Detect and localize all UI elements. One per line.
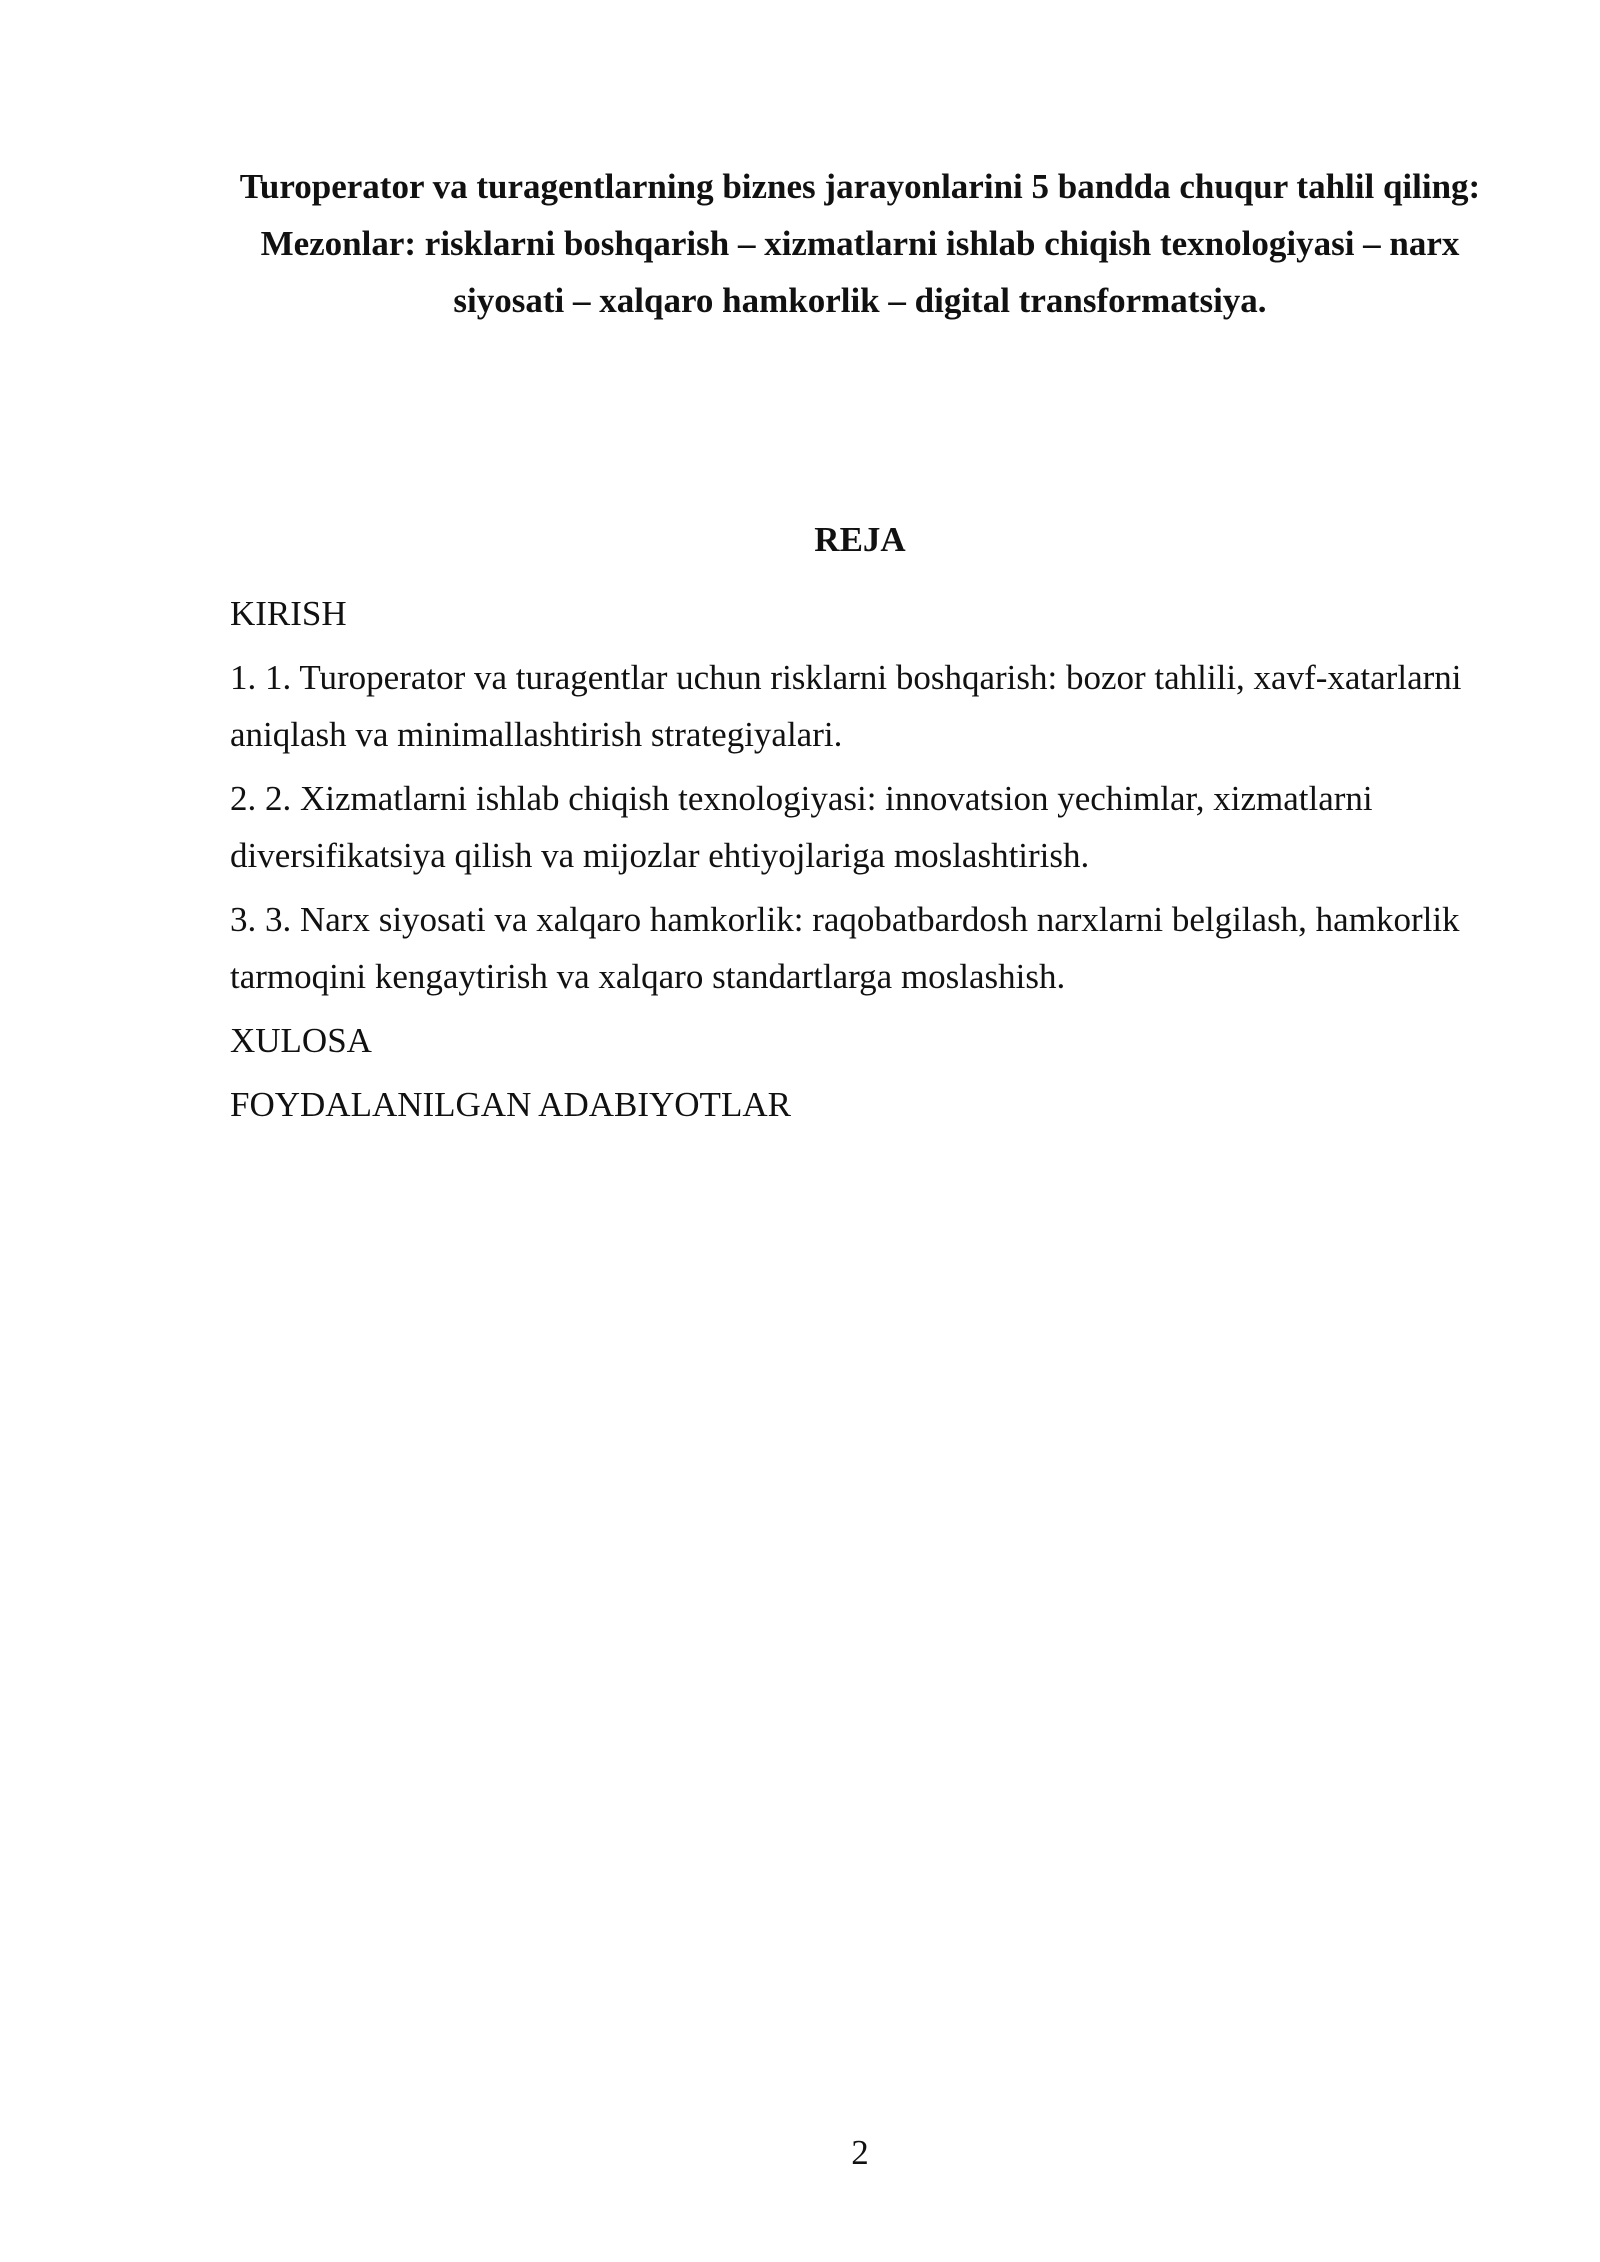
plan-item-1: 1. 1. Turoperator va turagentlar uchun risklarni boshqarish: bozor tahlili, xavf-xatarlarni aniqlash va minimallashtirish strategiyalari.	[230, 658, 1462, 754]
document-title	[230, 158, 1490, 329]
plan-heading: REJA	[814, 520, 906, 559]
page-number: 2	[851, 2133, 869, 2172]
title-criteria-line: Mezonlar: risklarni boshqarish – xizmatlarni ishlab chiqish texnologiyasi – narx siyosati – xalqaro hamkorlik – digital transformatsiya.	[260, 224, 1460, 320]
plan-item-references: FOYDALANILGAN ADABIYOTLAR	[230, 1085, 791, 1124]
plan-item-introduction: KIRISH	[230, 594, 347, 633]
title-task-line: Turoperator va turagentlarning biznes jarayonlarini 5 bandda chuqur tahlil qiling:	[239, 167, 1481, 206]
plan-item-3: 3. 3. Narx siyosati va xalqaro hamkorlik: raqobatbardosh narxlarni belgilash, hamkorlik tarmoqini kengaytirish va xalqaro standartlarga moslashish.	[230, 900, 1460, 996]
plan-item-conclusion: XULOSA	[230, 1021, 372, 1060]
plan-list	[230, 585, 1490, 1140]
plan-item-2: 2. 2. Xizmatlarni ishlab chiqish texnologiyasi: innovatsion yechimlar, xizmatlarni diversifikatsiya qilish va mijozlar ehtiyojlariga moslashtirish.	[230, 779, 1373, 875]
